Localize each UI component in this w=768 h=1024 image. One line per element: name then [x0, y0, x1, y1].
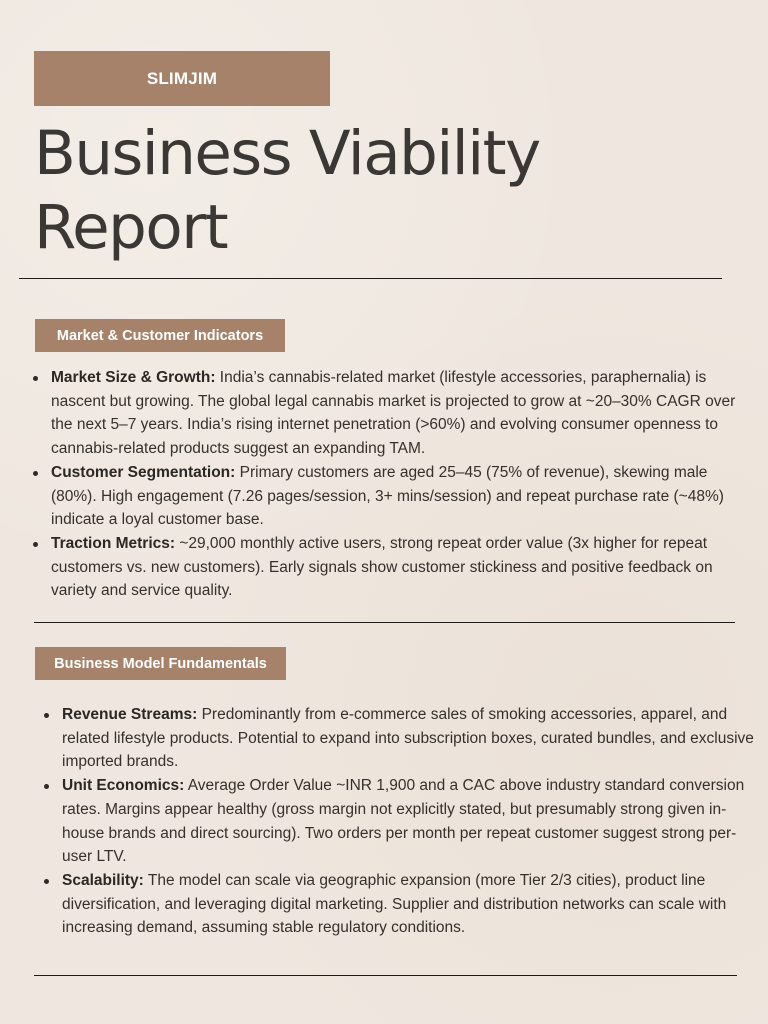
middle-divider: [34, 622, 735, 623]
item-text: ~29,000 monthly active users, strong repeat order value (3x higher for repeat customers vs. new customers). Early signals show customer stickiness and positive feedback on variety and service quality.: [51, 534, 713, 600]
item-label: Scalability:: [62, 871, 144, 889]
bullet-icon: [33, 471, 38, 476]
business-model-list: [62, 703, 762, 940]
bullet-icon: [44, 784, 49, 789]
bullet-icon: [33, 542, 38, 547]
list-item-market-size: [51, 366, 751, 461]
list-item-unit-economics: [62, 774, 762, 869]
list-item-traction-metrics: [51, 532, 751, 603]
page-title: [34, 117, 694, 265]
item-text: Average Order Value ~INR 1,900 and a CAC above industry standard conversion rates. Margins appear healthy (gross margin not explicitly stated, but presumably strong given in-house brands and direct sourcing). Two orders per month per repeat customer suggest strong per-user LTV.: [62, 777, 745, 866]
list-item-scalability: [62, 869, 762, 940]
list-item-customer-segmentation: [51, 461, 751, 532]
item-text: Primary customers are aged 25–45 (75% of revenue), skewing male (80%). High engagement (7.26 pages/session, 3+ mins/session) and repeat purchase rate (~48%) indicate a loyal customer base.: [51, 463, 724, 529]
market-customer-list: [51, 366, 751, 603]
item-label: Traction Metrics:: [51, 534, 176, 552]
brand-name: SLIMJIM: [146, 68, 218, 88]
item-text: The model can scale via geographic expansion (more Tier 2/3 cities), product line diversification, and leveraging digital marketing. Supplier and distribution networks can scale with increasing demand, assuming stable regulatory conditions.: [62, 871, 727, 937]
brand-badge: [34, 51, 330, 106]
title-line-1: Business Viability: [34, 118, 540, 189]
item-label: Revenue Streams:: [62, 706, 198, 723]
list-item-revenue-streams: [62, 703, 762, 774]
section-heading-market-customer: [35, 319, 285, 352]
section-heading-business-model: [35, 647, 286, 680]
bullet-icon: [44, 879, 49, 884]
title-line-2: Report: [34, 192, 228, 263]
bullet-icon: [33, 376, 38, 381]
bullet-icon: [44, 713, 49, 718]
top-divider: [19, 278, 722, 279]
item-label: Customer Segmentation:: [51, 463, 236, 481]
item-text: Predominantly from e-commerce sales of smoking accessories, apparel, and related lifestyle products. Potential to expand into subscription boxes, curated bundles, and exclusive imported brands.: [62, 706, 754, 771]
item-label: Market Size & Growth:: [51, 369, 216, 386]
item-label: Unit Economics:: [62, 777, 185, 795]
bottom-divider: [34, 975, 737, 976]
item-text: India’s cannabis-related market (lifestyle accessories, paraphernalia) is nascent but growing. The global legal cannabis market is projected to grow at ~20–30% CAGR over the next 5–7 years. India’s rising internet penetration (>60%) and evolving consumer openness to cannabis-related products suggest an expanding TAM.: [51, 369, 736, 458]
section-heading-label: Market & Customer Indicators: [56, 327, 264, 344]
section-heading-label: Business Model Fundamentals: [54, 655, 267, 672]
